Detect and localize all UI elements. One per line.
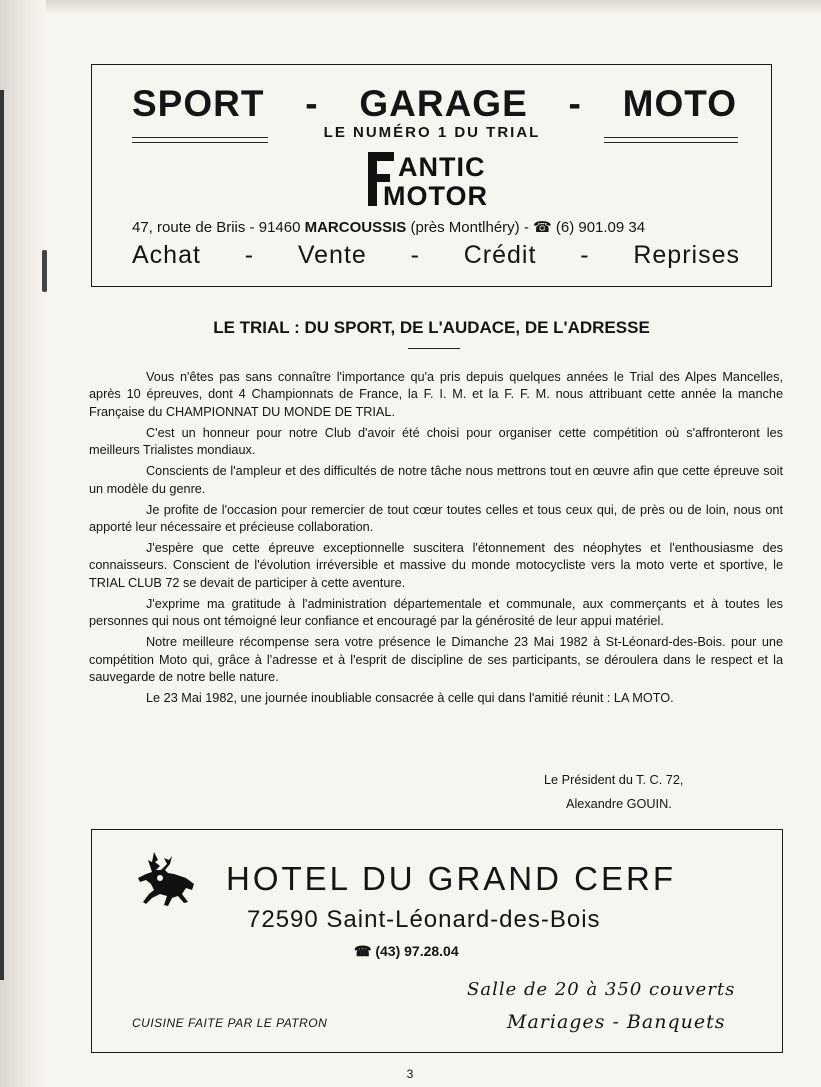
hotel-name: HOTEL DU GRAND CERF (226, 860, 676, 897)
logo-line2: MOTOR (383, 181, 488, 208)
service-separator: - (580, 241, 590, 269)
logo-line1: ANTIC (398, 152, 486, 182)
page-top-shadow (0, 0, 821, 14)
hotel-salle: Salle de 20 à 350 couverts (467, 979, 736, 1000)
service-item: Achat (132, 241, 201, 269)
article-paragraph: J'exprime ma gratitude à l'administration départementale et communale, aux commerçants et à toutes les personnes qui nous ont témoigné leur confiance et encouragé par la générosité de leur appui matériel. (89, 596, 783, 629)
service-item: Vente (297, 241, 367, 269)
phone-icon: ☎ (354, 943, 372, 959)
title-separator: - (305, 83, 319, 124)
binding-edge (0, 90, 4, 980)
service-separator: - (410, 241, 420, 269)
hotel-mariages: Mariages - Banquets (507, 1011, 726, 1033)
article-paragraph: Le 23 Mai 1982, une journée inoubliable consacrée à celle qui dans l'amitié réunit : LA MOTO. (146, 691, 674, 706)
article-title: LE TRIAL : DU SPORT, DE L'AUDACE, DE L'ADRESSE (213, 318, 650, 337)
fantic-motor-logo (356, 150, 516, 208)
signature-name: Alexandre GOUIN. (566, 797, 672, 811)
article-paragraph: Notre meilleure récompense sera votre présence le Dimanche 23 Mai 1982 à St-Léonard-des-Bois. pour une compétition Moto qui, grâce à l'adresse et à l'esprit de discipline de ses participants, se déroulera dans le respect et la sauvegarde de notre belle nature. (89, 635, 783, 685)
article-paragraph: C'est un honneur pour notre Club d'avoir été choisi pour organiser cette compétition où s'affronteront les meilleurs Trialistes mondiaux. (89, 425, 783, 458)
article-paragraph: Conscients de l'ampleur et des difficultés de notre tâche nous mettrons tout en œuvre afin que cette épreuve soit un modèle du genre. (89, 464, 783, 496)
hotel-town: 72590 Saint-Léonard-des-Bois (247, 906, 601, 933)
garage-address (132, 218, 742, 236)
hotel-phone-line (354, 943, 459, 960)
hotel-phone: (43) 97.28.04 (371, 943, 459, 959)
title-word: GARAGE (359, 83, 528, 124)
garage-title (132, 85, 737, 122)
address-prefix: 47, route de Briis - 91460 (132, 219, 305, 236)
address-town: MARCOUSSIS (304, 219, 407, 236)
right-double-rule (604, 137, 738, 143)
hotel-advertisement (91, 829, 783, 1053)
article-body (89, 369, 783, 711)
hotel-cuisine: CUISINE FAITE PAR LE PATRON (132, 1016, 328, 1030)
title-word: MOTO (622, 83, 737, 124)
garage-services (132, 241, 740, 270)
garage-subtitle: LE NUMÉRO 1 DU TRIAL (323, 124, 541, 141)
service-separator: - (244, 241, 255, 269)
title-underline (408, 348, 460, 349)
service-item: Crédit (463, 241, 537, 269)
signature-block (544, 768, 683, 816)
garage-advertisement (91, 64, 772, 287)
service-item: Reprises (633, 241, 740, 269)
article-paragraph: J'espère que cette épreuve exceptionnelle suscitera l'étonnement des néophytes et l'enthousiasme des connaisseurs. Conscient de l'évolution irréversible et massive du monde motocycliste vers la moto verte et sportive, le TRIAL CLUB 72 se devait de participer à cette aventure. (89, 541, 783, 590)
title-separator: - (568, 83, 582, 124)
address-suffix: (près Montlhéry) - (406, 219, 533, 236)
title-word: SPORT (132, 83, 265, 124)
phone-icon: ☎ (533, 219, 552, 236)
garage-phone: (6) 901.09 34 (551, 219, 646, 236)
staple-mark (42, 250, 47, 292)
left-double-rule (132, 137, 268, 143)
stag-logo-icon (134, 848, 199, 910)
page-number: 3 (406, 1067, 414, 1081)
signature-title: Le Président du T. C. 72, (544, 773, 684, 787)
article-paragraph: Vous n'êtes pas sans connaître l'importance qu'a pris depuis quelques années le Trial des Alpes Mancelles, après 10 épreuves, dont 4 Championnats de France, la F. I. M. et la F. F. M. nous attribuant cette année la manche Française du CHAMPIONNAT DU MONDE DE TRIAL. (89, 370, 783, 419)
page-left-shadow (0, 0, 46, 1087)
article-paragraph: Je profite de l'occasion pour remercier de tout cœur toutes celles et tous ceux qui, de près ou de loin, nous ont apporté leur nécessaire et précieuse collaboration. (89, 502, 783, 535)
